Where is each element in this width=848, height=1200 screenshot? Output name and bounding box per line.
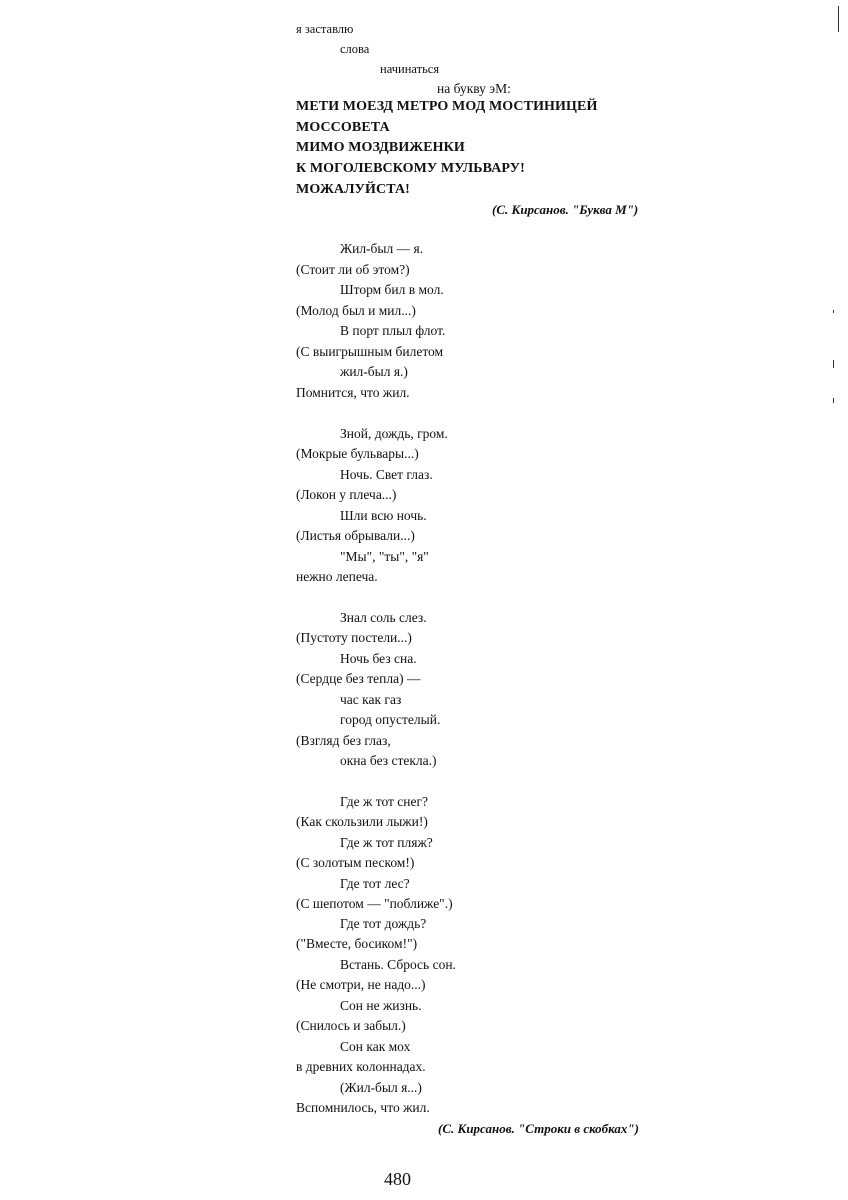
poem-line: жил-был я.): [340, 364, 408, 379]
poem-line: (С золотым песком!): [296, 855, 415, 870]
poem-line: Жил-был — я.: [340, 241, 424, 256]
poem-line: я заставлю: [296, 22, 354, 36]
poem-line: МИМО МОЗДВИЖЕНКИ: [296, 140, 465, 155]
poem-line: (Пустоту постели...): [296, 630, 412, 645]
scan-edge-mark: [838, 6, 839, 32]
poem-line: (Листья обрывали...): [296, 528, 415, 543]
poem-line: на букву эМ:: [437, 81, 511, 96]
scan-speck: [833, 360, 834, 368]
poem-line: В порт плыл флот.: [340, 323, 446, 338]
scan-speck: [833, 398, 834, 403]
poem-line: (Мокрые бульвары...): [296, 446, 419, 461]
attribution: (С. Кирсанов. "Строки в скобках"): [438, 1121, 639, 1136]
poem-line: нежно лепеча.: [296, 569, 378, 584]
poem-line: "Мы", "ты", "я": [340, 549, 429, 564]
poem-line: Помнится, что жил.: [296, 385, 410, 400]
poem-line: (Жил-был я...): [340, 1080, 422, 1095]
poem-line: ("Вместе, босиком!"): [296, 936, 418, 951]
poem-line: (Снилось и забыл.): [296, 1018, 406, 1033]
poem-line: город опустелый.: [340, 712, 441, 727]
poem-line: Встань. Сбрось сон.: [340, 957, 456, 972]
poem-line: Ночь. Свет глаз.: [340, 467, 433, 482]
poem-line: (Стоит ли об этом?): [296, 262, 410, 277]
poem-line: МОССОВЕТА: [296, 120, 390, 135]
poem-line: (Молод был и мил...): [296, 303, 416, 318]
poem-line: Знал соль слез.: [340, 610, 427, 625]
poem-line: МЕТИ МОЕЗД МЕТРО МОД МОСТИНИЦЕЙ: [296, 99, 598, 114]
poem-line: Вспомнилось, что жил.: [296, 1100, 430, 1115]
poem-line: Ночь без сна.: [340, 651, 417, 666]
poem-line: Где тот лес?: [340, 876, 410, 891]
poem-line: К МОГОЛЕВСКОМУ МУЛЬВАРУ!: [296, 161, 525, 176]
poem-line: Где ж тот пляж?: [340, 835, 433, 850]
poem-line: (С выигрышным билетом: [296, 344, 444, 359]
poem-line: начинаться: [380, 62, 440, 76]
poem-line: МОЖАЛУЙСТА!: [296, 182, 410, 197]
poem-line: Сон не жизнь.: [340, 998, 422, 1013]
poem-line: Зной, дождь, гром.: [340, 426, 448, 441]
poem-line: Сон как мох: [340, 1039, 411, 1054]
poem-line: в древних колоннадах.: [296, 1059, 426, 1074]
poem-line: (Как скользили лыжи!): [296, 814, 428, 829]
poem-line: (Не смотри, не надо...): [296, 977, 426, 992]
attribution: (С. Кирсанов. "Буква М"): [492, 202, 639, 217]
poem-line: (Сердце без тепла) —: [296, 671, 421, 686]
scan-speck: [833, 310, 834, 313]
poem-line: Где тот дождь?: [340, 916, 427, 931]
poem-line: (С шепотом — "поближе".): [296, 896, 453, 911]
poem-line: Шли всю ночь.: [340, 508, 427, 523]
poem-line: час как газ: [340, 692, 402, 707]
poem-line: Шторм бил в мол.: [340, 282, 444, 297]
poem-line: окна без стекла.): [340, 753, 437, 768]
poem-line: Где ж тот снег?: [340, 794, 429, 809]
poem-line: (Локон у плеча...): [296, 487, 397, 502]
poem-line: (Взгляд без глаз,: [296, 733, 391, 748]
page-number: 480: [384, 1169, 411, 1189]
poem-line: слова: [340, 42, 370, 56]
